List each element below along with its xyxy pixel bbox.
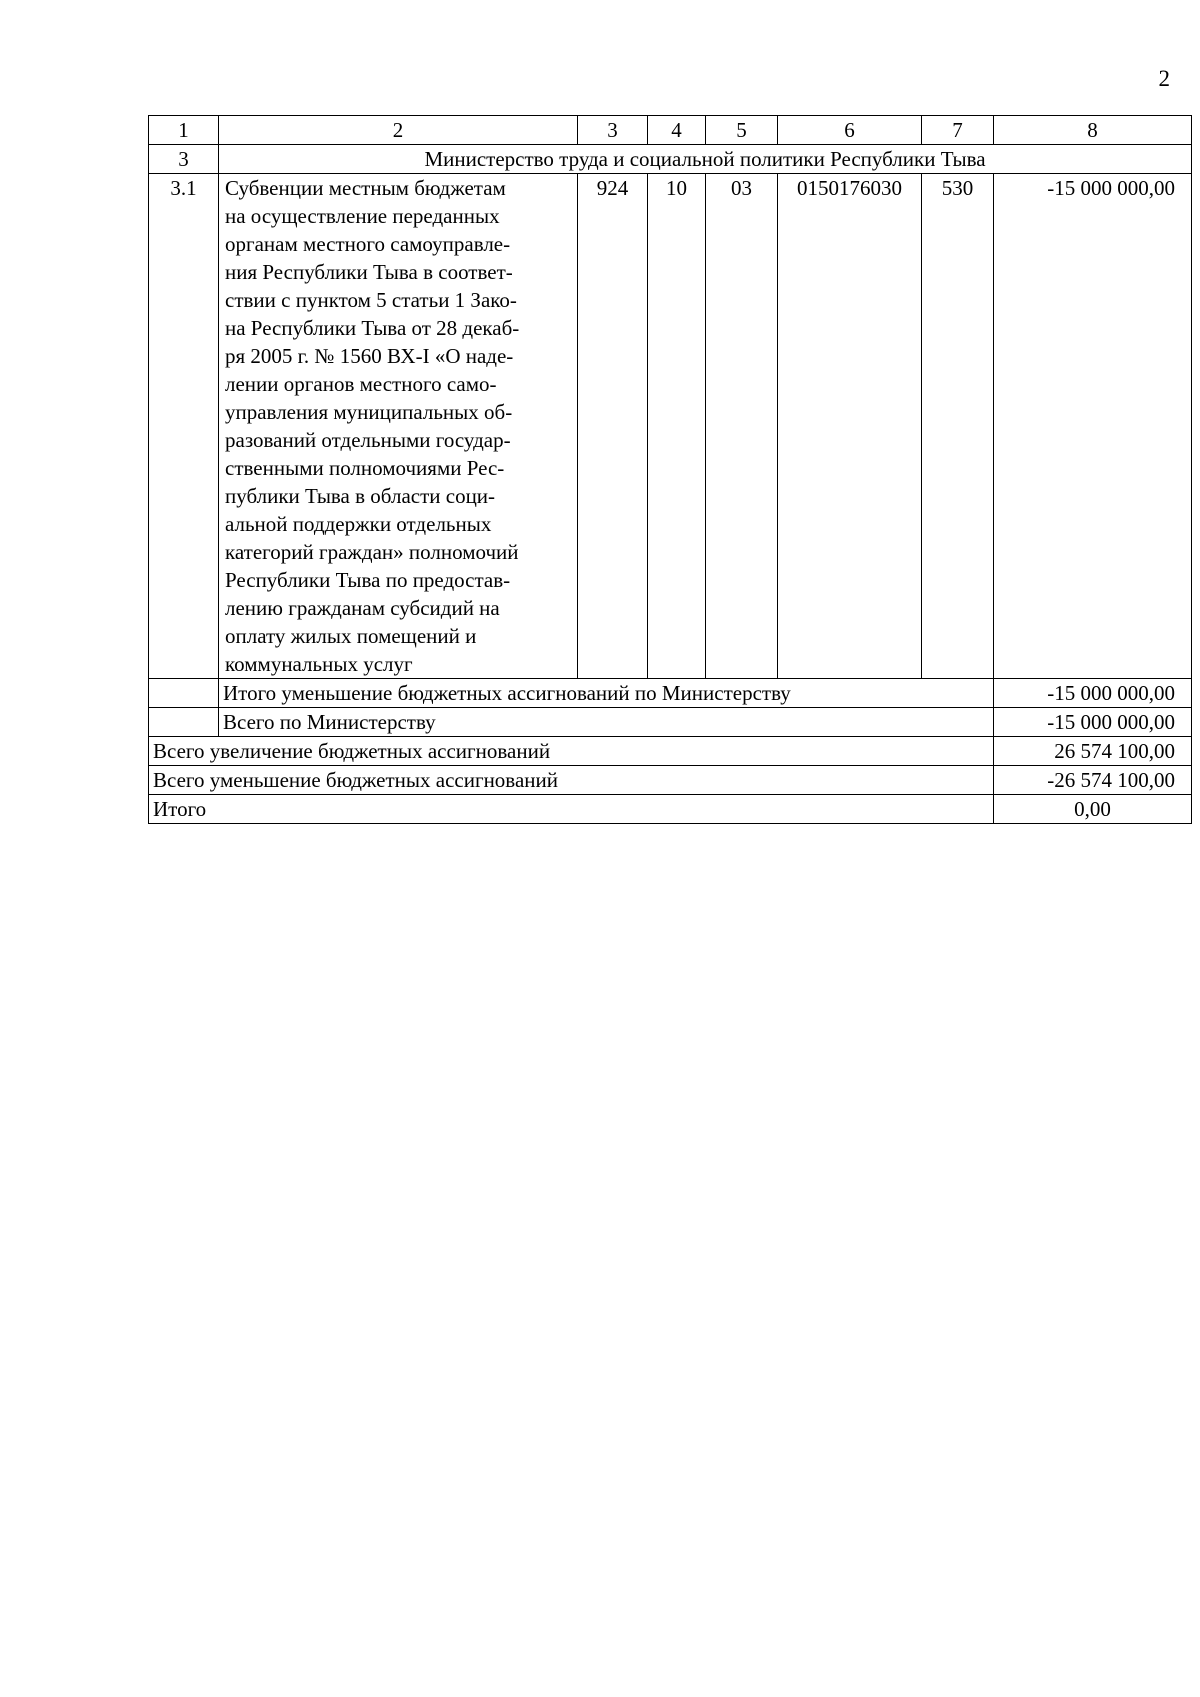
- budget-table: [148, 115, 1192, 824]
- empty-cell: [149, 679, 219, 708]
- header-cell: 4: [648, 116, 706, 145]
- ministry-decrease-label: Итого уменьшение бюджетных ассигнований по Министерству: [219, 679, 994, 708]
- row-col3: 924: [578, 174, 648, 679]
- row-col6: 0150176030: [778, 174, 922, 679]
- header-cell: 1: [149, 116, 219, 145]
- header-row: [149, 116, 1192, 145]
- ministry-total-amount: -15 000 000,00: [994, 708, 1192, 737]
- row-description: Субвенции местным бюджетам на осуществление переданных органам местного самоуправле- ния Республики Тыва в соответ- ствии с пунктом 5 статьи 1 Зако- на Республики Тыва от 28 декаб- ря 2005 г. № 1560 ВХ-I «О наде- лении органов местного само- управления муниципальных об- разований отдельными государ- ственными полномочиями Рес- публики Тыва в области соци- альной поддержки отдельных категорий граждан» полномочий Республики Тыва по предостав- лению гражданам субсидий на оплату жилых помещений и коммунальных услуг: [219, 174, 578, 679]
- section-title: Министерство труда и социальной политики Республики Тыва: [219, 145, 1192, 174]
- page-number: 2: [1158, 66, 1170, 91]
- ministry-total-row: [149, 708, 1192, 737]
- total-decrease-row: [149, 766, 1192, 795]
- total-increase-row: [149, 737, 1192, 766]
- header-cell: 5: [706, 116, 778, 145]
- grand-total-amount: 0,00: [994, 795, 1192, 824]
- grand-total-row: [149, 795, 1192, 824]
- total-decrease-amount: -26 574 100,00: [994, 766, 1192, 795]
- header-cell: 7: [922, 116, 994, 145]
- header-cell: 2: [219, 116, 578, 145]
- header-cell: 8: [994, 116, 1192, 145]
- ministry-decrease-amount: -15 000 000,00: [994, 679, 1192, 708]
- section-row: [149, 145, 1192, 174]
- row-amount: -15 000 000,00: [994, 174, 1192, 679]
- empty-cell: [149, 708, 219, 737]
- row-col5: 03: [706, 174, 778, 679]
- ministry-decrease-row: [149, 679, 1192, 708]
- grand-total-label: Итого: [149, 795, 994, 824]
- header-cell: 6: [778, 116, 922, 145]
- row-col7: 530: [922, 174, 994, 679]
- row-col4: 10: [648, 174, 706, 679]
- ministry-total-label: Всего по Министерству: [219, 708, 994, 737]
- total-increase-amount: 26 574 100,00: [994, 737, 1192, 766]
- total-increase-label: Всего увеличение бюджетных ассигнований: [149, 737, 994, 766]
- total-decrease-label: Всего уменьшение бюджетных ассигнований: [149, 766, 994, 795]
- header-cell: 3: [578, 116, 648, 145]
- row-number: 3.1: [149, 174, 219, 679]
- table-row: [149, 174, 1192, 679]
- section-number: 3: [149, 145, 219, 174]
